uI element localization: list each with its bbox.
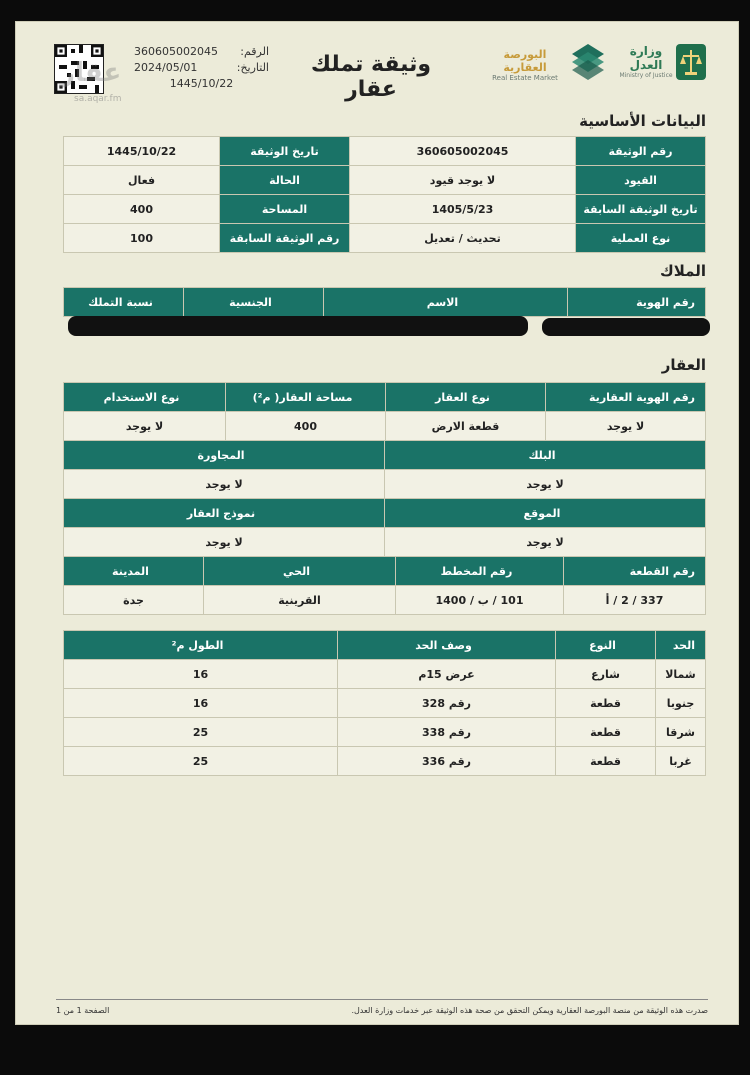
table-row	[64, 166, 706, 195]
date-gregorian: 2024/05/01	[134, 61, 198, 74]
property-table-3	[63, 498, 706, 557]
table-header-row	[64, 557, 706, 586]
value-cell: 100	[64, 224, 220, 253]
column-header: نوع العقار	[386, 383, 546, 412]
label-cell: رقم الوثيقة السابقة	[220, 224, 350, 253]
value-cell: 360605002045	[350, 137, 576, 166]
table-cell: لا يوجد	[64, 528, 385, 557]
table-cell: لا يوجد	[385, 470, 706, 499]
table-cell: شرقا	[656, 718, 706, 747]
column-header: المدينة	[64, 557, 204, 586]
table-cell: القرينية	[204, 586, 396, 615]
property-table-2	[63, 440, 706, 499]
moj-logo-en: Ministry of Justice	[619, 72, 673, 79]
table-row	[64, 528, 706, 557]
column-header: رقم الهوية العقارية	[546, 383, 706, 412]
page-title: وثيقة تملك عقار	[310, 52, 432, 102]
table-header-row	[64, 383, 706, 412]
table-header-row	[64, 631, 706, 660]
real-estate-market-logo	[484, 48, 566, 82]
table-cell: شمالا	[656, 660, 706, 689]
section-title-property: العقار	[661, 356, 706, 374]
watermark-url: sa.aqar.fm	[74, 94, 122, 104]
table-cell: 25	[64, 718, 338, 747]
table-row	[64, 660, 706, 689]
label-cell: المساحة	[220, 195, 350, 224]
table-cell: 400	[226, 412, 386, 441]
section-title-owners: الملاك	[660, 262, 706, 280]
number-label: الرقم:	[240, 45, 269, 58]
column-header: وصف الحد	[338, 631, 556, 660]
column-header: رقم الهوية	[568, 288, 706, 317]
table-row	[64, 718, 706, 747]
property-table-4	[63, 556, 706, 615]
table-header-row	[64, 499, 706, 528]
column-header: الجنسية	[184, 288, 324, 317]
boundaries-table	[63, 630, 706, 776]
market-logo-en: Real Estate Market	[492, 74, 558, 82]
redaction-mark	[68, 316, 528, 336]
table-row	[64, 470, 706, 499]
table-cell: رقم 338	[338, 718, 556, 747]
value-cell: تحديث / تعديل	[350, 224, 576, 253]
page-number: الصفحة 1 من 1	[56, 1006, 110, 1015]
column-header: رقم المخطط	[396, 557, 564, 586]
table-row	[64, 412, 706, 441]
table-cell: قطعة الارض	[386, 412, 546, 441]
table-cell: عرض 15م	[338, 660, 556, 689]
table-cell: غربا	[656, 747, 706, 776]
moj-logo	[616, 44, 676, 79]
document-meta	[134, 44, 269, 92]
table-cell: 16	[64, 689, 338, 718]
table-header-row	[64, 288, 706, 317]
property-table-1	[63, 382, 706, 441]
watermark-logo: عقار	[60, 58, 122, 88]
owners-table	[63, 287, 706, 317]
table-row	[64, 689, 706, 718]
column-header: الحي	[204, 557, 396, 586]
table-row	[64, 224, 706, 253]
column-header: الموقع	[385, 499, 706, 528]
table-cell: لا يوجد	[546, 412, 706, 441]
table-cell: لا يوجد	[64, 412, 226, 441]
label-cell: رقم الوثيقة	[576, 137, 706, 166]
table-cell: 101 / ب / 1400	[396, 586, 564, 615]
redaction-mark	[542, 318, 710, 336]
footer-note: صدرت هذه الوثيقة من منصة البورصة العقارية ويمكن التحقق من صحة هذه الوثيقة عبر خدمات وزارة العدل.	[351, 1006, 708, 1015]
basic-data-table	[63, 136, 706, 253]
column-header: نموذج العقار	[64, 499, 385, 528]
date-hijri: 1445/10/22	[169, 77, 234, 90]
column-header: البلك	[385, 441, 706, 470]
value-cell: 1405/5/23	[350, 195, 576, 224]
column-header: الطول م²	[64, 631, 338, 660]
table-cell: رقم 336	[338, 747, 556, 776]
deed-document	[16, 22, 738, 1024]
table-cell: شارع	[556, 660, 656, 689]
column-header: مساحة العقار( م²)	[226, 383, 386, 412]
value-cell: 400	[64, 195, 220, 224]
label-cell: تاريخ الوثيقة السابقة	[576, 195, 706, 224]
column-header: الاسم	[324, 288, 568, 317]
number-value: 360605002045	[134, 45, 218, 58]
table-cell: قطعة	[556, 747, 656, 776]
value-cell: فعال	[64, 166, 220, 195]
table-header-row	[64, 441, 706, 470]
market-logo-ar: البورصة العقارية	[503, 48, 547, 74]
label-cell: الحالة	[220, 166, 350, 195]
table-cell: رقم 328	[338, 689, 556, 718]
document-footer	[56, 999, 708, 1015]
column-header: النوع	[556, 631, 656, 660]
table-cell: جدة	[64, 586, 204, 615]
moj-logo-ar: وزارة العدل	[629, 44, 663, 72]
label-cell: القيود	[576, 166, 706, 195]
column-header: نسبة التملك	[64, 288, 184, 317]
emblem-icon	[674, 42, 708, 82]
table-row	[64, 195, 706, 224]
table-cell: قطعة	[556, 689, 656, 718]
table-cell: قطعة	[556, 718, 656, 747]
column-header: رقم القطعة	[564, 557, 706, 586]
date-label: التاريخ:	[236, 61, 269, 74]
table-cell: 25	[64, 747, 338, 776]
value-cell: لا يوجد قيود	[350, 166, 576, 195]
table-cell: جنوبا	[656, 689, 706, 718]
document-header	[16, 22, 738, 112]
section-title-basic: البيانات الأساسية	[579, 112, 706, 130]
column-header: المجاورة	[64, 441, 385, 470]
market-mark-icon	[568, 40, 608, 80]
table-row	[64, 747, 706, 776]
table-cell: 16	[64, 660, 338, 689]
label-cell: نوع العملية	[576, 224, 706, 253]
value-cell: 1445/10/22	[64, 137, 220, 166]
column-header: الحد	[656, 631, 706, 660]
table-cell: لا يوجد	[64, 470, 385, 499]
table-cell: لا يوجد	[385, 528, 706, 557]
table-row	[64, 137, 706, 166]
table-row	[64, 586, 706, 615]
table-cell: 337 / 2 / أ	[564, 586, 706, 615]
column-header: نوع الاستخدام	[64, 383, 226, 412]
label-cell: تاريخ الوثيقة	[220, 137, 350, 166]
